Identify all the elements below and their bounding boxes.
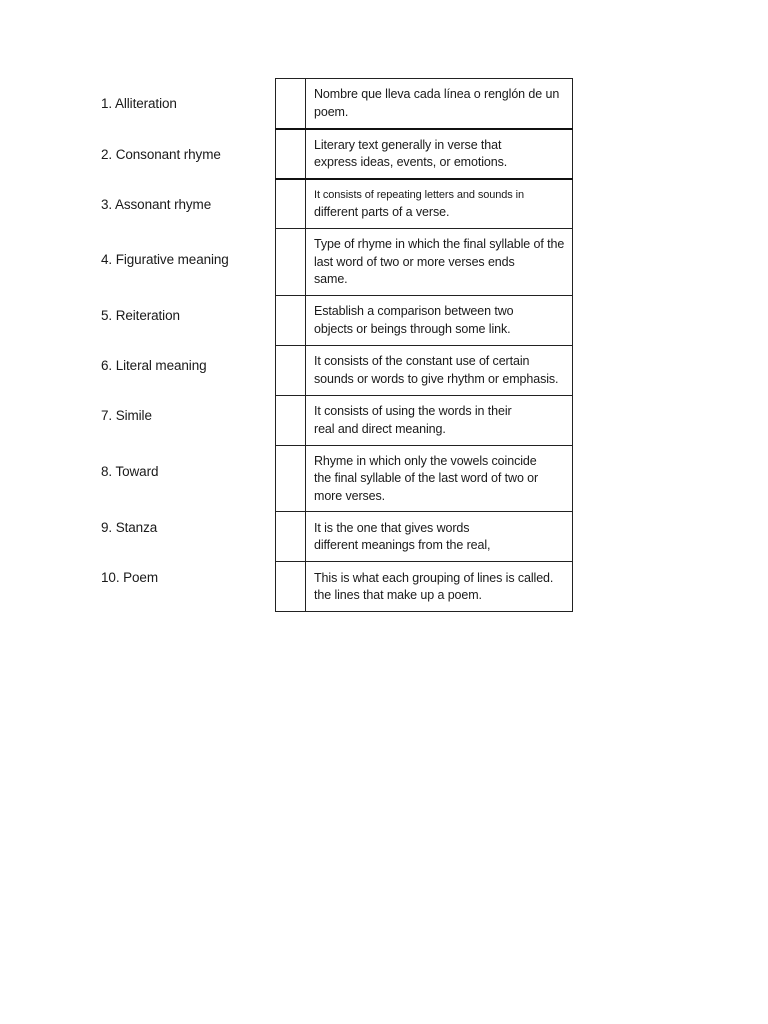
table-row <box>276 129 573 179</box>
term-item: 3. Assonant rhyme <box>101 197 212 212</box>
table-row <box>276 79 573 129</box>
definition-cell: This is what each grouping of lines is called. the lines that make up a poem. <box>306 562 573 612</box>
term-item: 8. Toward <box>101 464 159 479</box>
term-item: 7. Simile <box>101 408 152 423</box>
answer-box[interactable] <box>276 79 306 129</box>
answer-box[interactable] <box>276 345 306 395</box>
definition-cell: Literary text generally in verse that express ideas, events, or emotions. <box>306 129 573 179</box>
term-item: 10. Poem <box>101 570 158 585</box>
table-row <box>276 295 573 345</box>
term-item: 2. Consonant rhyme <box>101 147 221 162</box>
term-item: 5. Reiteration <box>101 308 180 323</box>
term-item: 1. Alliteration <box>101 96 177 111</box>
table-row <box>276 179 573 229</box>
definition-cell: Rhyme in which only the vowels coincide the final syllable of the last word of two or more verses. <box>306 445 573 512</box>
answer-box[interactable] <box>276 229 306 296</box>
term-item: 4. Figurative meaning <box>101 252 229 267</box>
term-item: 9. Stanza <box>101 520 158 535</box>
answer-box[interactable] <box>276 179 306 229</box>
definition-cell: It consists of repeating letters and sounds in different parts of a verse. <box>306 179 573 229</box>
table-row <box>276 562 573 612</box>
table-row <box>276 229 573 296</box>
definition-cell: It is the one that gives words different meanings from the real, <box>306 512 573 562</box>
definition-cell: Nombre que lleva cada línea o renglón de un poem. <box>306 79 573 129</box>
definition-cell: Establish a comparison between two objects or beings through some link. <box>306 295 573 345</box>
table-row <box>276 445 573 512</box>
answer-box[interactable] <box>276 295 306 345</box>
answer-box[interactable] <box>276 445 306 512</box>
table-row <box>276 345 573 395</box>
matching-table <box>275 78 573 612</box>
answer-box[interactable] <box>276 395 306 445</box>
definition-cell: Type of rhyme in which the final syllable of the last word of two or more verses ends same. <box>306 229 573 296</box>
answer-box[interactable] <box>276 512 306 562</box>
definition-cell: It consists of using the words in their real and direct meaning. <box>306 395 573 445</box>
answer-box[interactable] <box>276 129 306 179</box>
table-row <box>276 395 573 445</box>
term-item: 6. Literal meaning <box>101 358 207 373</box>
definition-cell: It consists of the constant use of certain sounds or words to give rhythm or emphasis. <box>306 345 573 395</box>
table-row <box>276 512 573 562</box>
answer-box[interactable] <box>276 562 306 612</box>
